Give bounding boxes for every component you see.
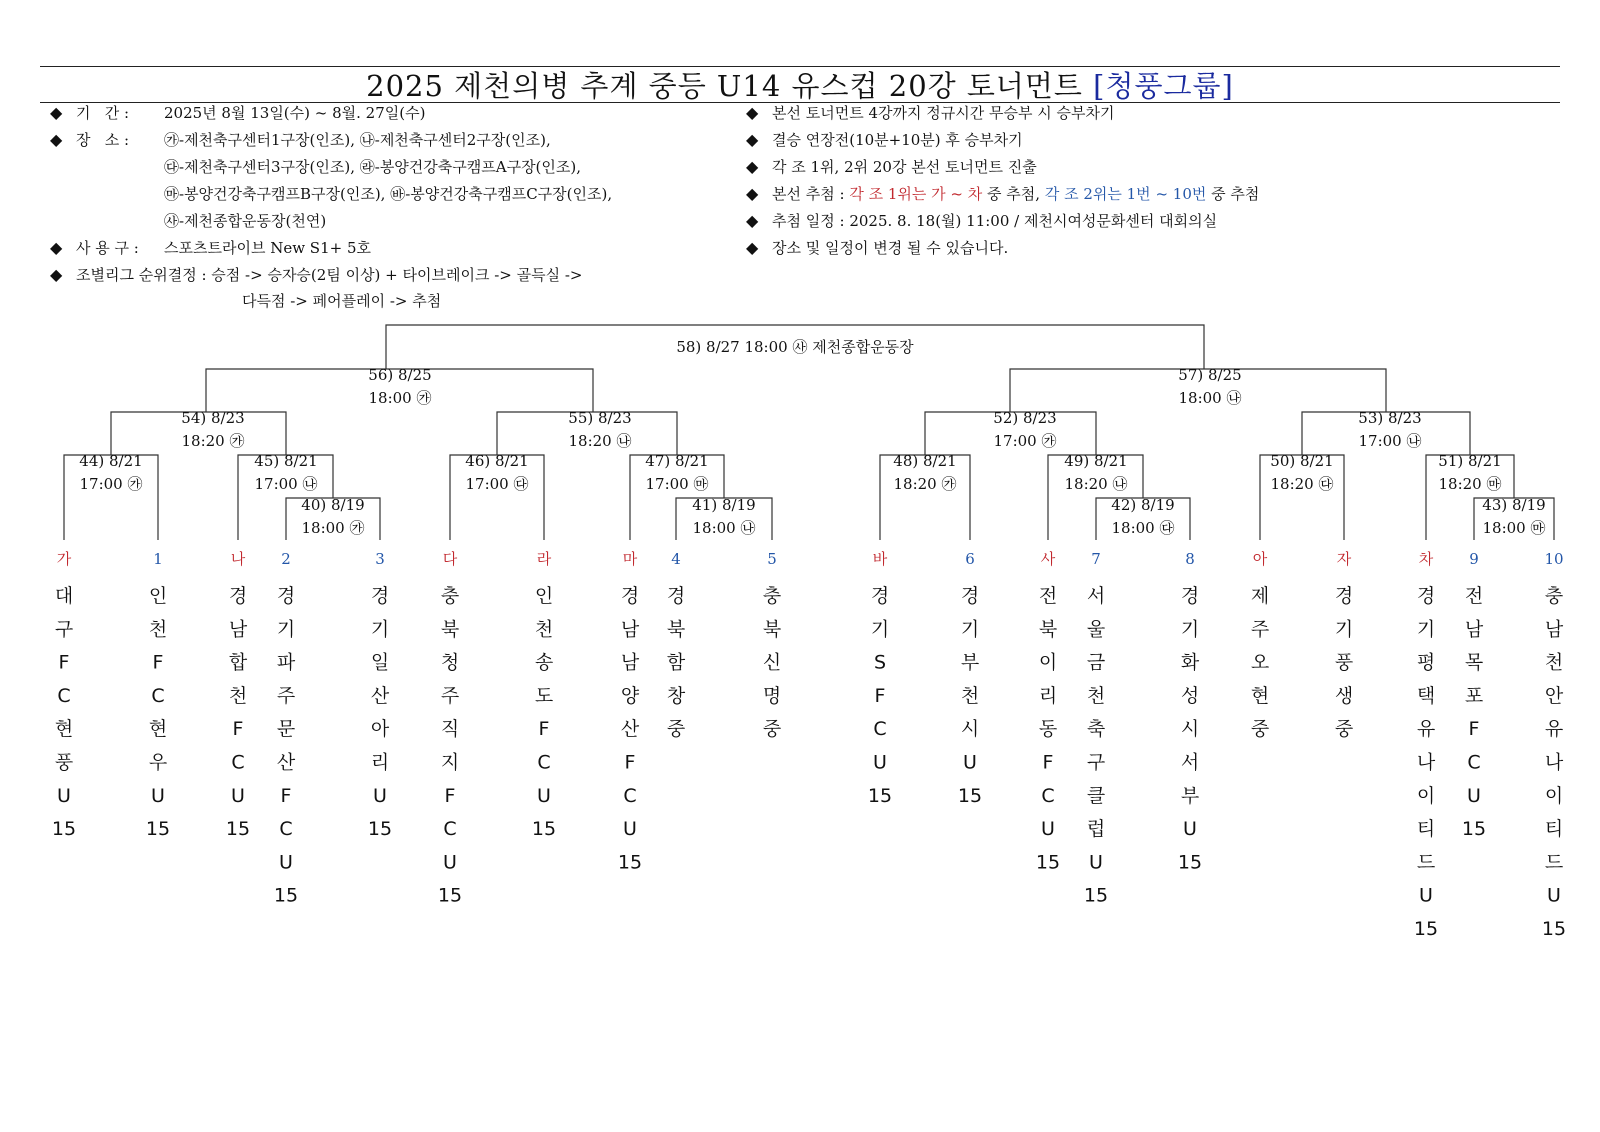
venue-line-4: ㉴-제천종합운동장(천연) xyxy=(164,212,327,230)
slot-label: 라 xyxy=(536,550,552,568)
team-name-glyph: 경 xyxy=(1334,585,1354,607)
m49-time-venue: 18:20 ㉯ xyxy=(1064,475,1128,493)
m43-time-venue: 18:00 ㉲ xyxy=(1482,519,1546,537)
team-name-glyph: 시 xyxy=(960,718,980,741)
slot-label: 9 xyxy=(1469,550,1479,568)
team-name-glyph: 부 xyxy=(1180,784,1200,807)
team-name-glyph: U xyxy=(1547,884,1561,907)
team-name-glyph: U xyxy=(623,818,637,841)
m42-time-venue: 18:00 ㉰ xyxy=(1111,519,1175,537)
team-name-glyph: 경 xyxy=(370,585,390,607)
slot-label: 10 xyxy=(1544,550,1564,568)
team-name-glyph: F xyxy=(280,784,292,807)
team-name-glyph: 동 xyxy=(1038,718,1058,741)
period-value: 2025년 8월 13일(수) ~ 8월. 27일(수) xyxy=(164,104,426,122)
team-name-glyph: 나 xyxy=(1544,751,1564,774)
team-name-glyph: F xyxy=(874,684,886,707)
team-name-glyph: 중 xyxy=(1250,718,1270,741)
team-name-glyph: 이 xyxy=(1038,651,1058,674)
team-name-glyph: 주 xyxy=(276,684,296,707)
team-name-glyph: 산 xyxy=(276,751,296,774)
team-name-glyph: 경 xyxy=(620,585,640,607)
team-name-glyph: 드 xyxy=(1544,851,1564,874)
team-name-glyph: 경 xyxy=(666,585,686,607)
team-name-glyph: 충 xyxy=(440,585,460,607)
draw-label: 본선 추첨 : xyxy=(772,185,845,203)
team-name-glyph: C xyxy=(537,751,551,774)
team-name-glyph: 금 xyxy=(1086,651,1106,674)
m41-time-venue: 18:00 ㉯ xyxy=(692,519,756,537)
team-name-glyph: C xyxy=(1467,751,1481,774)
team-name-glyph: 경 xyxy=(870,585,890,607)
slot-label: 사 xyxy=(1040,550,1056,568)
team-name-glyph: 산 xyxy=(620,718,640,741)
team-name-glyph: 15 xyxy=(1177,851,1203,874)
m57-date: 57) 8/25 xyxy=(1178,366,1242,384)
draw-mid-text: 중 추첨, xyxy=(987,185,1041,203)
team-name-glyph: F xyxy=(624,751,636,774)
team-name-glyph: C xyxy=(1041,784,1055,807)
team-name-glyph: 명 xyxy=(762,684,782,707)
team-name-glyph: 15 xyxy=(957,784,983,807)
team-name-glyph: F xyxy=(444,784,456,807)
team-name-glyph: 풍 xyxy=(1334,651,1354,674)
team-name-glyph: 현 xyxy=(54,718,74,741)
m45-time-venue: 17:00 ㉯ xyxy=(254,475,318,493)
team-name-glyph: C xyxy=(623,784,637,807)
team-name-glyph: C xyxy=(231,751,245,774)
ranking-line-1: 승점 -> 승자승(2팀 이상) + 타이브레이크 -> 골득실 -> xyxy=(211,266,583,284)
team-name-glyph: 15 xyxy=(531,818,557,841)
m51-time-venue: 18:20 ㉲ xyxy=(1438,475,1502,493)
team-name-glyph: S xyxy=(873,651,887,674)
team-name-glyph: 송 xyxy=(534,651,554,674)
diamond-bullet-icon: ◆ xyxy=(746,238,759,257)
team-name-glyph: 함 xyxy=(666,651,686,674)
team-name-glyph: 천 xyxy=(534,618,554,641)
team-name-glyph: 구 xyxy=(54,618,74,641)
m54-date: 54) 8/23 xyxy=(181,409,245,427)
team-name-glyph: 합 xyxy=(228,651,248,674)
team-name-glyph: U xyxy=(537,784,551,807)
team-name-glyph: 드 xyxy=(1416,851,1436,874)
m55-date: 55) 8/23 xyxy=(568,409,632,427)
team-name-glyph: 직 xyxy=(440,718,460,741)
team-name-glyph: 축 xyxy=(1086,718,1106,741)
team-name-glyph: 15 xyxy=(367,818,393,841)
team-name-glyph: 리 xyxy=(370,751,390,774)
team-name-glyph: 천 xyxy=(228,684,248,707)
rule-text-1: 본선 토너먼트 4강까지 정규시간 무승부 시 승부차기 xyxy=(772,104,1115,122)
team-name-glyph: 산 xyxy=(370,684,390,707)
team-name-glyph: 경 xyxy=(276,585,296,607)
slot-label: 가 xyxy=(56,550,72,568)
diamond-bullet-icon: ◆ xyxy=(50,238,63,257)
team-name-glyph: 화 xyxy=(1180,651,1200,674)
slot-label: 3 xyxy=(375,550,385,568)
team-name-glyph: U xyxy=(1041,818,1055,841)
m40-time-venue: 18:00 ㉮ xyxy=(301,519,365,537)
team-name-glyph: 중 xyxy=(666,718,686,741)
team-name-glyph: 유 xyxy=(1416,718,1436,741)
team-name-glyph: 북 xyxy=(440,618,460,641)
team-name-glyph: 부 xyxy=(960,651,980,674)
team-name-glyph: 서 xyxy=(1180,751,1200,774)
team-name-glyph: 기 xyxy=(1334,618,1354,641)
team-name-glyph: 15 xyxy=(225,818,251,841)
team-name-glyph: 기 xyxy=(370,618,390,641)
team-name-glyph: 천 xyxy=(1086,684,1106,707)
m56-date: 56) 8/25 xyxy=(368,366,432,384)
team-name-glyph: U xyxy=(963,751,977,774)
slot-label: 다 xyxy=(442,550,458,568)
venue-line-1: ㉮-제천축구센터1구장(인조), ㉯-제천축구센터2구장(인조), xyxy=(164,131,551,149)
m51-date: 51) 8/21 xyxy=(1438,452,1502,470)
team-name-glyph: 천 xyxy=(960,684,980,707)
rule-text-5: 추첨 일정 : 2025. 8. 18(월) 11:00 / 제천시여성문화센터 대회의실 xyxy=(772,212,1218,230)
team-name-glyph: 천 xyxy=(1544,651,1564,674)
m43-date: 43) 8/19 xyxy=(1482,496,1546,514)
team-name-glyph: U xyxy=(1419,884,1433,907)
title-group: [청풍그룹] xyxy=(1093,69,1234,103)
m46-time-venue: 17:00 ㉰ xyxy=(465,475,529,493)
team-name-glyph: 15 xyxy=(867,784,893,807)
team-name-glyph: 청 xyxy=(440,651,460,674)
team-name-glyph: C xyxy=(57,684,71,707)
rule-text-2: 결승 연장전(10분+10분) 후 승부차기 xyxy=(772,131,1023,149)
team-name-glyph: 충 xyxy=(1544,585,1564,607)
team-name-glyph: 남 xyxy=(228,618,248,641)
diamond-bullet-icon: ◆ xyxy=(746,184,759,203)
slot-label: 7 xyxy=(1091,550,1101,568)
diamond-bullet-icon: ◆ xyxy=(746,211,759,230)
team-name-glyph: 성 xyxy=(1180,684,1200,707)
slot-label: 4 xyxy=(671,550,681,568)
team-name-glyph: U xyxy=(1089,851,1103,874)
diamond-bullet-icon: ◆ xyxy=(746,103,759,122)
team-name-glyph: F xyxy=(232,718,244,741)
team-name-glyph: F xyxy=(58,651,70,674)
final-match-caption: 58) 8/27 18:00 ㉴ 제천종합운동장 xyxy=(676,338,914,356)
team-name-glyph: 15 xyxy=(1541,918,1567,940)
team-name-glyph: 기 xyxy=(1416,618,1436,641)
team-name-glyph: 남 xyxy=(620,618,640,641)
m46-date: 46) 8/21 xyxy=(465,452,529,470)
team-name-glyph: 도 xyxy=(534,684,554,707)
slot-label: 1 xyxy=(153,550,163,568)
team-name-glyph: 안 xyxy=(1544,684,1564,707)
team-name-glyph: 포 xyxy=(1464,684,1484,707)
m53-time-venue: 17:00 ㉯ xyxy=(1358,432,1422,450)
team-name-glyph: 평 xyxy=(1416,651,1436,674)
draw-suffix-text: 중 추첨 xyxy=(1211,185,1260,203)
m50-date: 50) 8/21 xyxy=(1270,452,1334,470)
slot-label: 8 xyxy=(1185,550,1195,568)
team-name-glyph: 시 xyxy=(1180,718,1200,741)
slot-label: 바 xyxy=(872,550,888,568)
m40-date: 40) 8/19 xyxy=(301,496,365,514)
diamond-bullet-icon: ◆ xyxy=(50,103,63,122)
team-name-glyph: 15 xyxy=(51,818,77,841)
team-name-glyph: 창 xyxy=(666,684,686,707)
m56-time-venue: 18:00 ㉮ xyxy=(368,389,432,407)
team-name-glyph: F xyxy=(1468,718,1480,741)
team-name-glyph: 경 xyxy=(1416,585,1436,607)
team-name-glyph: 티 xyxy=(1544,818,1564,841)
slot-label: 6 xyxy=(965,550,975,568)
draw-winners-text: 각 조 1위는 가 ~ 차 xyxy=(849,185,983,203)
team-name-glyph: 일 xyxy=(370,651,390,674)
team-name-glyph: 현 xyxy=(148,718,168,741)
team-name-glyph: U xyxy=(151,784,165,807)
team-name-glyph: 제 xyxy=(1250,585,1270,607)
team-name-glyph: 경 xyxy=(960,585,980,607)
period-label: 기 간 : xyxy=(76,104,130,122)
team-name-glyph: 북 xyxy=(666,618,686,641)
team-name-glyph: C xyxy=(443,818,457,841)
ball-value: 스포츠트라이브 New S1+ 5호 xyxy=(164,239,371,257)
team-name-glyph: 울 xyxy=(1086,618,1106,641)
ranking-line-2: 다득점 -> 페어플레이 -> 추첨 xyxy=(242,292,442,310)
team-name-glyph: 주 xyxy=(1250,618,1270,641)
team-name-glyph: 북 xyxy=(1038,618,1058,641)
m47-time-venue: 17:00 ㉲ xyxy=(645,475,709,493)
m52-time-venue: 17:00 ㉮ xyxy=(993,432,1057,450)
team-name-glyph: 양 xyxy=(620,684,640,707)
team-name-glyph: 15 xyxy=(1083,884,1109,907)
m52-date: 52) 8/23 xyxy=(993,409,1057,427)
slot-label: 마 xyxy=(622,550,638,568)
team-name-glyph: U xyxy=(443,851,457,874)
team-name-glyph: 럽 xyxy=(1086,818,1106,841)
team-name-glyph: U xyxy=(873,751,887,774)
team-name-glyph: 충 xyxy=(762,585,782,607)
team-name-glyph: U xyxy=(373,784,387,807)
team-name-glyph: 15 xyxy=(145,818,171,841)
team-name-glyph: 유 xyxy=(1544,718,1564,741)
team-name-glyph: C xyxy=(151,684,165,707)
team-name-glyph: 남 xyxy=(620,651,640,674)
team-name-glyph: 이 xyxy=(1416,784,1436,807)
team-name-glyph: 기 xyxy=(276,618,296,641)
team-name-glyph: 파 xyxy=(276,651,296,674)
slot-label: 차 xyxy=(1418,550,1434,568)
team-name-glyph: 티 xyxy=(1416,818,1436,841)
m44-date: 44) 8/21 xyxy=(79,452,143,470)
team-name-glyph: 생 xyxy=(1334,684,1354,707)
ranking-label: 조별리그 순위결정 : xyxy=(76,266,207,284)
venue-line-3: ㉲-봉양건강축구캠프B구장(인조), ㉳-봉양건강축구캠프C구장(인조), xyxy=(164,185,613,203)
team-name-glyph: 풍 xyxy=(54,751,74,774)
team-name-glyph: 이 xyxy=(1544,784,1564,807)
team-name-glyph: F xyxy=(538,718,550,741)
team-name-glyph: 택 xyxy=(1416,684,1436,707)
venue-label: 장 소 : xyxy=(76,131,130,149)
m44-time-venue: 17:00 ㉮ xyxy=(79,475,143,493)
slot-label: 자 xyxy=(1336,550,1352,568)
team-name-glyph: 문 xyxy=(276,718,296,741)
team-name-glyph: U xyxy=(231,784,245,807)
diamond-bullet-icon: ◆ xyxy=(746,157,759,176)
slot-label: 5 xyxy=(767,550,777,568)
team-name-glyph: 아 xyxy=(370,718,390,741)
team-name-glyph: 우 xyxy=(148,751,168,774)
team-name-glyph: 기 xyxy=(870,618,890,641)
team-name-glyph: 기 xyxy=(960,618,980,641)
team-name-glyph: 서 xyxy=(1086,585,1106,607)
team-name-glyph: F xyxy=(152,651,164,674)
team-name-glyph: 나 xyxy=(1416,751,1436,774)
team-name-glyph: 인 xyxy=(534,585,554,607)
team-name-glyph: 구 xyxy=(1086,751,1106,774)
team-name-glyph: 15 xyxy=(1461,818,1487,841)
team-name-glyph: U xyxy=(1467,784,1481,807)
team-name-glyph: U xyxy=(279,851,293,874)
team-name-glyph: 지 xyxy=(440,751,460,774)
team-name-glyph: 기 xyxy=(1180,618,1200,641)
team-name-glyph: 현 xyxy=(1250,684,1270,707)
team-name-glyph: 남 xyxy=(1544,618,1564,641)
team-name-glyph: 대 xyxy=(54,585,74,607)
team-name-glyph: 북 xyxy=(762,618,782,641)
m50-time-venue: 18:20 ㉰ xyxy=(1270,475,1334,493)
slot-label: 2 xyxy=(281,550,291,568)
m55-time-venue: 18:20 ㉯ xyxy=(568,432,632,450)
m54-time-venue: 18:20 ㉮ xyxy=(181,432,245,450)
team-name-glyph: 중 xyxy=(762,718,782,741)
team-name-glyph: C xyxy=(873,718,887,741)
m48-date: 48) 8/21 xyxy=(893,452,957,470)
team-name-glyph: 신 xyxy=(762,651,782,674)
team-name-glyph: 클 xyxy=(1086,784,1106,807)
title-main: 2025 제천의병 추계 중등 U14 유스컵 20강 토너먼트 xyxy=(366,69,1083,103)
team-name-glyph: 전 xyxy=(1038,585,1058,607)
team-name-glyph: 15 xyxy=(437,884,463,907)
ball-label: 사 용 구 : xyxy=(76,239,139,257)
m53-date: 53) 8/23 xyxy=(1358,409,1422,427)
venue-line-2: ㉰-제천축구센터3구장(인조), ㉱-봉양건강축구캠프A구장(인조), xyxy=(164,158,582,176)
draw-runners-text: 각 조 2위는 1번 ~ 10번 xyxy=(1044,185,1207,203)
team-name-glyph: 경 xyxy=(228,585,248,607)
team-name-glyph: 15 xyxy=(1035,851,1061,874)
diamond-bullet-icon: ◆ xyxy=(746,130,759,149)
team-name-glyph: 15 xyxy=(273,884,299,907)
team-name-glyph: 중 xyxy=(1334,718,1354,741)
m49-date: 49) 8/21 xyxy=(1064,452,1128,470)
slot-label: 아 xyxy=(1252,550,1268,568)
slot-label: 나 xyxy=(230,550,246,568)
m41-date: 41) 8/19 xyxy=(692,496,756,514)
rule-text-3: 각 조 1위, 2위 20강 본선 토너먼트 진출 xyxy=(772,158,1037,176)
team-name-glyph: C xyxy=(279,818,293,841)
m48-time-venue: 18:20 ㉮ xyxy=(893,475,957,493)
team-name-glyph: 15 xyxy=(1413,918,1439,940)
diamond-bullet-icon: ◆ xyxy=(50,265,63,284)
m57-time-venue: 18:00 ㉯ xyxy=(1178,389,1242,407)
team-name-glyph: 15 xyxy=(617,851,643,874)
m47-date: 47) 8/21 xyxy=(645,452,709,470)
team-name-glyph: 목 xyxy=(1464,651,1484,674)
m42-date: 42) 8/19 xyxy=(1111,496,1175,514)
team-name-glyph: U xyxy=(1183,818,1197,841)
team-name-glyph: F xyxy=(1042,751,1054,774)
team-name-glyph: 천 xyxy=(148,618,168,641)
rule-text-6: 장소 및 일정이 변경 될 수 있습니다. xyxy=(772,239,1009,257)
team-name-glyph: 전 xyxy=(1464,585,1484,607)
team-name-glyph: 리 xyxy=(1038,684,1058,707)
team-name-glyph: 오 xyxy=(1250,651,1270,674)
team-name-glyph: 남 xyxy=(1464,618,1484,641)
m45-date: 45) 8/21 xyxy=(254,452,318,470)
team-name-glyph: 경 xyxy=(1180,585,1200,607)
team-name-glyph: 인 xyxy=(148,585,168,607)
team-name-glyph: 주 xyxy=(440,684,460,707)
team-name-glyph: U xyxy=(57,784,71,807)
diamond-bullet-icon: ◆ xyxy=(50,130,63,149)
